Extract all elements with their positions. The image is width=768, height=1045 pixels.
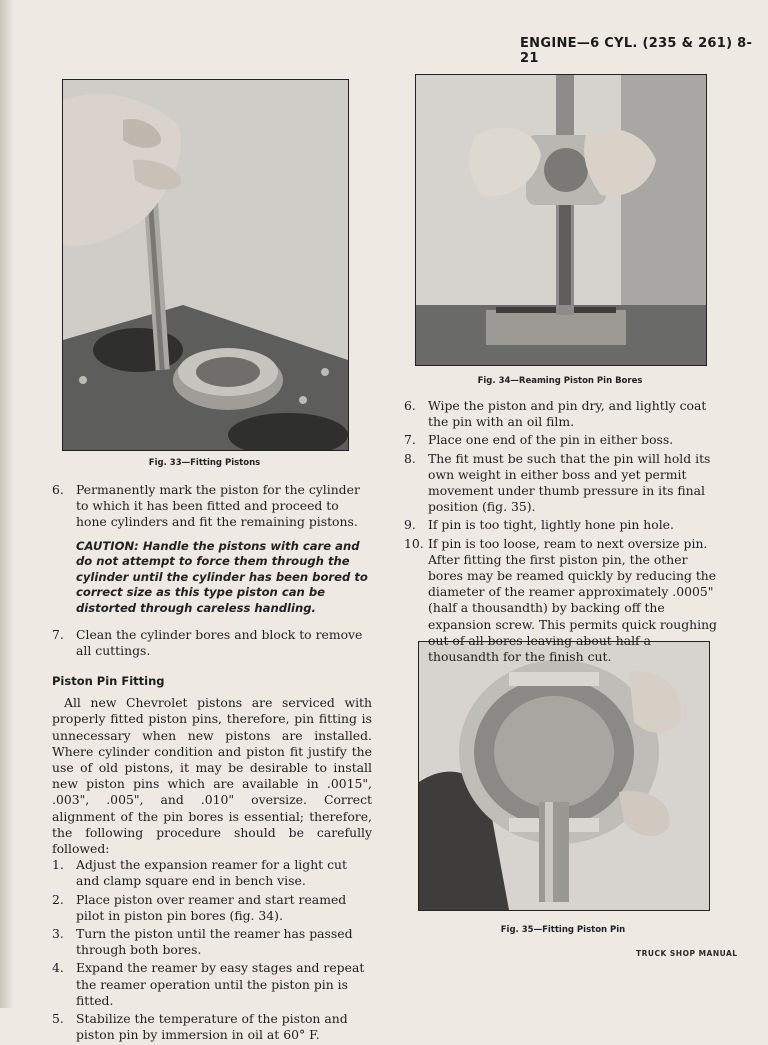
list-item [404,398,724,430]
list-text: Place piston over reamer and start reamed pilot in piston pin bores (fig. 34). [76,891,347,923]
list-item [52,1011,372,1043]
list-item [404,536,724,666]
figure-33-photo [62,79,349,451]
page-header: ENGINE—6 CYL. (235 & 261) 8-21 [520,36,753,66]
list-number: 6. [52,482,64,497]
list-number: 2. [52,891,64,907]
list-text: Adjust the expansion reamer for a light cut and clamp square end in bench vise. [76,857,348,889]
list-text: Clean the cylinder bores and block to remove all cuttings. [76,626,363,658]
list-item [52,857,372,889]
section-heading: Piston Pin Fitting [52,673,165,688]
figure-33-caption: Fig. 33—Fitting Pistons [148,458,261,468]
left-column [52,482,372,1045]
list-text: If pin is too tight, lightly hone pin hole. [428,517,674,533]
list-item [404,432,724,448]
right-column [404,398,724,667]
list-text: The fit must be such that the pin will hold its own weight in either boss and yet permit movement under thumb pressure in its final position (fig. 35). [428,450,711,515]
figure-35-caption: Fig. 35—Fitting Piston Pin [500,925,626,935]
list-number: 8. [404,450,416,466]
list-item [52,892,372,924]
list-item [404,451,724,516]
list-item [404,517,724,533]
list-text: Expand the reamer by easy stages and repeat the reamer operation until the piston pin is fitted. [76,960,365,1008]
page-binding-shadow [0,0,14,1008]
list-number: 3. [52,926,64,942]
list-number: 6. [404,398,416,413]
list-number: 1. [52,857,64,873]
page-footer: TRUCK SHOP MANUAL [636,949,738,958]
list-number: 10. [404,535,424,551]
list-item [52,926,372,958]
figure-34-photo [415,74,707,366]
list-text: Place one end of the pin in either boss. [428,432,674,448]
list-text: Stabilize the temperature of the piston and piston pin by immersion in oil at 60° F. [76,1011,348,1043]
list-number: 4. [52,960,64,976]
body-paragraph: All new Chevrolet pistons are serviced with properly fitted piston pins, therefore, pin fitting is unnecessary when new pistons are installed. Where cylinder condition and piston fit justify the use of old pistons, it may be desirable to install new piston pins which are available in .0015", .003", .005", and .010" oversize. Correct alignment of the pin bores is essential; therefore, the following procedure should be carefully followed: [52,695,372,857]
list-text: Turn the piston until the reamer has passed through both bores. [76,926,353,958]
list-number: 9. [404,517,416,533]
list-text: If pin is too loose, ream to next oversize pin. After fitting the first piston pin, the other bores may be reamed quickly by reducing the diameter of the reamer approximately .0005" (half a thousandth) by backing off the expansion screw. This permits quick roughing out of all bores leaving about half a thousandth for the finish cut. [428,535,717,665]
list-text: Wipe the piston and pin dry, and lightly coat the pin with an oil film. [428,398,707,430]
list-item [52,960,372,1009]
list-text: Permanently mark the piston for the cylinder to which it has been fitted and proceed to hone cylinders and fit the remaining pistons. [76,482,360,530]
list-number: 7. [52,626,64,642]
list-item [52,482,372,531]
figure-35-photo [418,641,710,911]
figure-34-caption: Fig. 34—Reaming Piston Pin Bores [477,376,643,386]
list-number: 7. [404,432,416,448]
caution-note: CAUTION: Handle the pistons with care and do not attempt to force them through the cylinder until the cylinder has been bored to correct size as this type piston can be distorted through careless handling. [76,538,368,615]
list-number: 5. [52,1011,64,1027]
list-item [52,627,372,659]
